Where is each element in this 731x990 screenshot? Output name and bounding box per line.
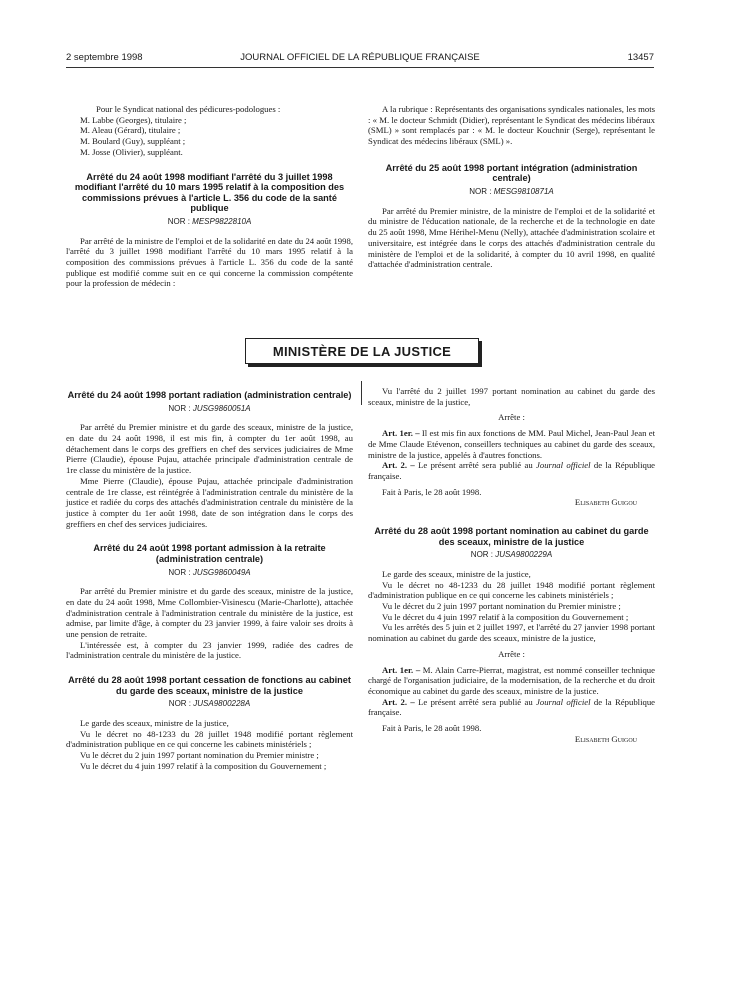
decree-title: Arrêté du 25 août 1998 portant intégration (administration centrale) [385, 162, 638, 184]
article-label: Art. 2. – [382, 696, 415, 707]
syndicate-intro: Pour le Syndicat national des pédicures-podologues : [96, 104, 281, 114]
signature-place-date: Fait à Paris, le 28 août 1998. [382, 486, 482, 497]
member-item: M. Josse (Olivier), suppléant. [80, 146, 183, 157]
nor-reference: NOR : MESP9822810A [167, 216, 252, 226]
decree-title: Arrêté du 28 août 1998 portant cessation de fonctions au cabinet du garde des sceaux, ministre de la justice [68, 675, 351, 696]
syndicate-list [66, 104, 353, 158]
decree-body: Par arrêté du Premier ministre, de la ministre de l'emploi et de la solidarité et du ministre de l'éducation nationale, de la recherche et de la technologie en date du 25 août 1998, Mme Hérihel-Menu (Nelly), attachée d'administration scolaire et universitaire, est intégrée dans le corps des attachés d'administration centrale du ministère de l'emploi et de la solidarité, à compter du 10 avril 1998, en qualité d'attachée d'administration centrale. [368, 205, 655, 270]
article-paragraph: Art. 1er. – Il est mis fin aux fonctions de MM. Paul Michel, Jean-Paul Jean et de Mme Claude Etévenon, conseillers techniques au cabinet du garde des sceaux, ministre de la justice, appelés à d'autres fonctions. [368, 428, 656, 460]
rubric-paragraph: A la rubrique : Représentants des organisations syndicales nationales, les mots : « M. le docteur Schmidt (Didier), représentant le Syndicat des médecins libéraux (SML) » sont remplacés par : « M. le docteur Kouchnir (Serge), représentant le Syndicat des médecins libéraux (SML) ». [368, 104, 655, 147]
decree-paragraph: Vu les arrêtés des 5 juin et 2 juillet 1997, et l'arrêté du 27 janvier 1998 portant nomination au cabinet du garde des sceaux, ministre de la justice, [368, 622, 655, 644]
decree-paragraph: Par arrêté du Premier ministre et du garde des sceaux, ministre de la justice, en date du 24 août 1998, Mme Collombier-Visinescu (Marie-Charlotte), attachée d'administration centrale à l'administration centrale du ministère de la justice, est admise, par limite d'âge, à compter du 23 janvier 1999, à faire valoir ses droits à une pension de retraite. [66, 586, 353, 640]
decree-paragraph: Vu le décret du 2 juin 1997 portant nomination du Premier ministre ; [80, 750, 319, 761]
decree-paragraph: Vu le décret no 48-1233 du 28 juillet 1948 modifié portant règlement d'administration publique en ce qui concerne les cabinets ministériels ; [66, 728, 353, 750]
header-journal-title: JOURNAL OFFICIEL DE LA RÉPUBLIQUE FRANÇAISE [240, 52, 480, 63]
nor-code: JUSA9800228A [193, 699, 251, 709]
decree-paragraph: Vu l'arrêté du 2 juillet 1997 portant nomination au cabinet du garde des sceaux, ministre de la justice, [368, 386, 655, 407]
arrete-heading: Arrête : [498, 412, 525, 423]
decree-paragraph: Par arrêté du Premier ministre et du garde des sceaux, ministre de la justice, en date du 24 août 1998, il est mis fin, à compter du 1er août 1998, au détachement dans le corps des greffiers en chef des services judiciaires de Mme Pierre (Claudie), épouse Pujau, attachée principale d'administration centrale de 1re classe du ministère de la justice. [66, 422, 353, 476]
arrete-heading: Arrête : [498, 648, 525, 659]
decree-title: Arrêté du 28 août 1998 portant nomination au cabinet du garde des sceaux, ministre de la justice [374, 526, 649, 547]
decree-paragraph: Le garde des sceaux, ministre de la justice, [382, 568, 531, 579]
decree-title: Arrêté du 24 août 1998 modifiant l'arrêté du 3 juillet 1998 modifiant l'arrêté du 10 mars 1995 relatif à la composition des commissions prévues à l'article L. 356 du code de la santé publique [74, 171, 345, 214]
ministry-heading: MINISTÈRE DE LA JUSTICE [245, 338, 479, 364]
decree-paragraph: Vu le décret du 4 juin 1997 relatif à la composition du Gouvernement ; [80, 760, 327, 771]
nor-code: MESP9822810A [192, 216, 252, 226]
decree-body: Par arrêté de la ministre de l'emploi et de la solidarité en date du 24 août 1998, l'arrêté du 3 juillet 1998 modifiant l'arrêté du 10 mars 1995 relatif à la composition des commissions prévues à l'article L. 356 du code de la santé publique est modifié comme suit en ce qui concerne la commission compétente pour la profession de médecin : [66, 235, 353, 289]
member-item: M. Boulard (Guy), suppléant ; [80, 136, 186, 147]
article-label: Art. 1er. – [382, 428, 420, 439]
article-label: Art. 2. – [382, 460, 415, 471]
column-separator [361, 381, 362, 405]
header-date: 2 septembre 1998 [66, 52, 143, 63]
article-label: Art. 1er. – [382, 664, 421, 675]
article-paragraph: Art. 1er. – M. Alain Carre-Pierrat, magistrat, est nommé conseiller technique chargé de l'organisation judiciaire, de la modernisation, de la recherche et du droit économique au cabinet du garde des sceaux, ministre de la justice. [368, 664, 656, 696]
nor-code: MESG9810871A [493, 187, 554, 196]
signature: Elisabeth Guigou [574, 497, 637, 508]
decree-paragraph: Mme Pierre (Claudie), épouse Pujau, attachée principale d'administration centrale de 1re classe, est réintégrée à l'administration centrale du ministère de la justice et radiée du corps des attachés d'administration centrale du ministère de la justice à compter du 1er août 1998, date de son intégration dans le corps des greffiers en chef des services judiciaires. [66, 475, 353, 529]
nor-code: JUSG9860049A [192, 567, 251, 577]
nor-reference: NOR : JUSG9860051A [168, 403, 251, 413]
nor-code: JUSG9860051A [192, 403, 251, 413]
signature-place-date: Fait à Paris, le 28 août 1998. [382, 723, 482, 734]
decree-title: Arrêté du 24 août 1998 portant radiation (administration centrale) [67, 390, 352, 400]
decree-title: Arrêté du 24 août 1998 portant admission à la retraite (administration centrale) [93, 543, 326, 564]
nor-code: JUSA9800229A [495, 550, 553, 560]
member-item: M. Aleau (Gérard), titulaire ; [80, 125, 181, 136]
decree-paragraph: Le garde des sceaux, ministre de la justice, [80, 718, 229, 729]
top-left-column [66, 104, 353, 289]
nor-reference: NOR : JUSA9800228A [168, 699, 251, 709]
decree-paragraph: Vu le décret no 48-1233 du 28 juillet 1948 modifié portant règlement d'administration publique en ce qui concerne les cabinets ministériels ; [368, 579, 655, 601]
decree-paragraph: Vu le décret du 2 juin 1997 portant nomination du Premier ministre ; [382, 601, 621, 612]
member-item: M. Labbe (Georges), titulaire ; [80, 114, 187, 125]
decree-paragraph: Vu le décret du 4 juin 1997 relatif à la composition du Gouvernement ; [382, 611, 629, 622]
top-right-column [368, 104, 655, 270]
header-rule [66, 67, 654, 68]
nor-reference: NOR : JUSG9860049A [168, 567, 251, 577]
bottom-right-column [368, 386, 655, 744]
decree-paragraph: L'intéressée est, à compter du 23 janvier 1999, radiée des cadres de l'administration centrale du ministère de la justice. [66, 639, 353, 661]
bottom-left-column [66, 390, 353, 772]
article-paragraph: Art. 2. – Le présent arrêté sera publié au Journal officiel de la République française. [368, 696, 656, 718]
page-header [66, 52, 654, 66]
nor-reference: NOR : MESG9810871A [469, 187, 554, 196]
nor-reference: NOR : JUSA9800229A [470, 550, 553, 560]
header-page-number: 13457 [627, 52, 654, 63]
signature: Elisabeth Guigou [574, 733, 637, 744]
article-paragraph: Art. 2. – Le présent arrêté sera publié au Journal officiel de la République française. [368, 460, 656, 481]
